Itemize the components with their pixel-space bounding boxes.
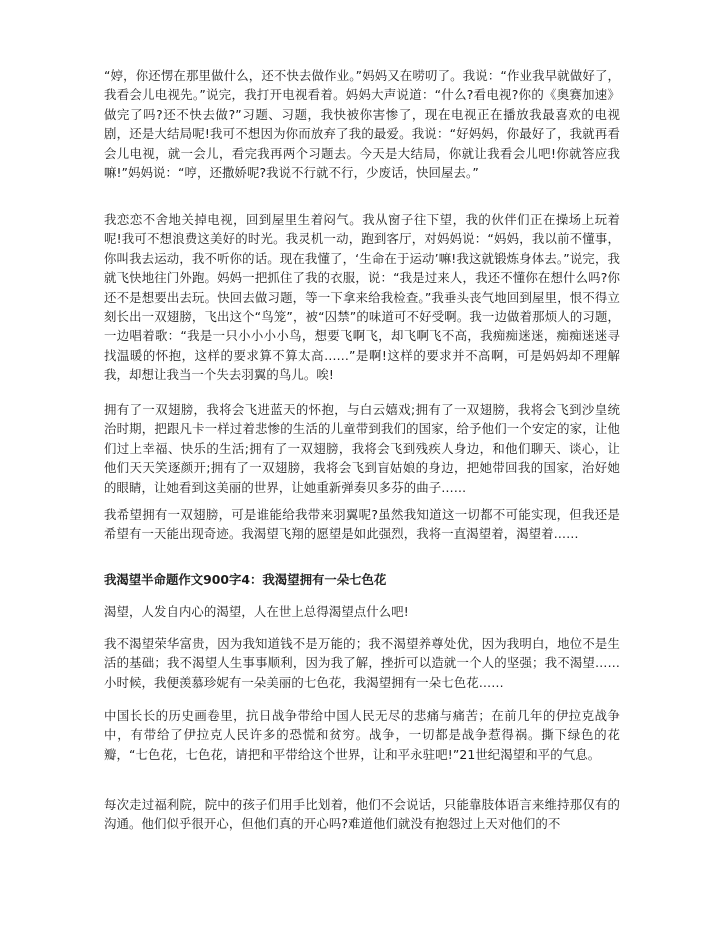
article-heading: 我渴望半命题作文900字4：我渴望拥有一朵七色花 [104,572,387,587]
paragraph-2: 我恋恋不舍地关掉电视，回到屋里生着闷气。我从窗子往下望，我的伙伴们正在操场上玩着呢!我可不想浪费这美好的时光。我灵机一动，跑到客厅，对妈妈说：“妈妈，我以前不懂事，你叫我去运动，我不听你的话。现在我懂了，‘生命在于运动’嘛!我这就锻炼身体去。”说完，我就飞快地往门外跑。妈妈一把抓住了我的衣服，说：“我是过来人，我还不懂你在想什么吗?你还不是想要出去玩。快回去做习题，等一下拿来给我检查。”我垂头丧气地回到屋里，恨不得立刻长出一双翅膀，飞出这个“鸟笼”，被“囚禁”的味道可不好受啊。我一边做着那烦人的习题，一边唱着歌：“我是一只小小小小鸟，想要飞啊飞，却飞啊飞不高，我痴痴迷迷，痴痴迷迷寻找温暖的怀抱，这样的要求算不算太高……”是啊!这样的要求并不高啊，可是妈妈却不理解我，却想让我当一个失去羽翼的鸟儿。唉! [104,212,620,383]
paragraph-3: 拥有了一双翅膀，我将会飞进蓝天的怀抱，与白云嬉戏;拥有了一双翅膀，我将会飞到沙皇统治时期，把跟凡卡一样过着悲惨的生活的儿童带到我们的国家，给予他们一个安定的家，让他们过上幸福、快乐的生活;拥有了一双翅膀，我将会飞到残疾人身边，和他们聊天、谈心，让他们天天笑逐颜开;拥有了一双翅膀，我将会飞到盲姑娘的身边，把她带回我的国家，治好她的眼睛，让她看到这美丽的世界，让她重新弹奏贝多芬的曲子…… [104,402,620,495]
paragraph-5: 渴望，人发自内心的渴望，人在世上总得渴望点什么吧! [104,604,409,619]
paragraph-4: 我希望拥有一双翅膀，可是谁能给我带来羽翼呢?虽然我知道这一切都不可能实现，但我还是希望有一天能出现奇迹。我渴望飞翔的愿望是如此强烈，我将一直渴望着，渴望着…… [104,507,620,542]
paragraph-8: 每次走过福利院，院中的孩子们用手比划着，他们不会说话，只能靠肢体语言来维持那仅有的沟通。他们似乎很开心，但他们真的开心吗?难道他们就没有抱怨过上天对他们的不 [104,797,620,832]
paragraph-1: “婷，你还愣在那里做什么，还不快去做作业。”妈妈又在唠叨了。我说：“作业我早就做好了，我看会儿电视先。”说完，我打开电视看着。妈妈大声说道：“什么?看电视?你的《奥赛加速》做完了吗?还不快去做?”习题、习题，我快被你害惨了，现在电视正在播放我最喜欢的电视剧，还是大结局呢!我可不想因为你而放弃了我的最爱。我说：“好妈妈，你最好了，我就再看会儿电视，就一会儿，看完我再两个习题去。今天是大结局，你就让我看会儿吧!你就答应我嘛!”妈妈说：“哼，还撒娇呢?我说不行就不行，少废话，快回屋去。” [104,68,620,181]
paragraph-6: 我不渴望荣华富贵，因为我知道钱不是万能的；我不渴望养尊处优，因为我明白，地位不是生活的基础；我不渴望人生事事顺利，因为我了解，挫折可以造就一个人的坚强；我不渴望……小时候，我便羡慕珍妮有一朵美丽的七色花，我渴望拥有一朵七色花…… [104,636,620,690]
paragraph-7: 中国长长的历史画卷里，抗日战争带给中国人民无尽的悲痛与痛苦；在前几年的伊拉克战争中，有带给了伊拉克人民许多的恐慌和贫穷。战争，一切都是战争惹得祸。撕下绿色的花瓣，“七色花，七色花，请把和平带给这个世界，让和平永驻吧!”21世纪渴望和平的气息。 [104,708,620,762]
